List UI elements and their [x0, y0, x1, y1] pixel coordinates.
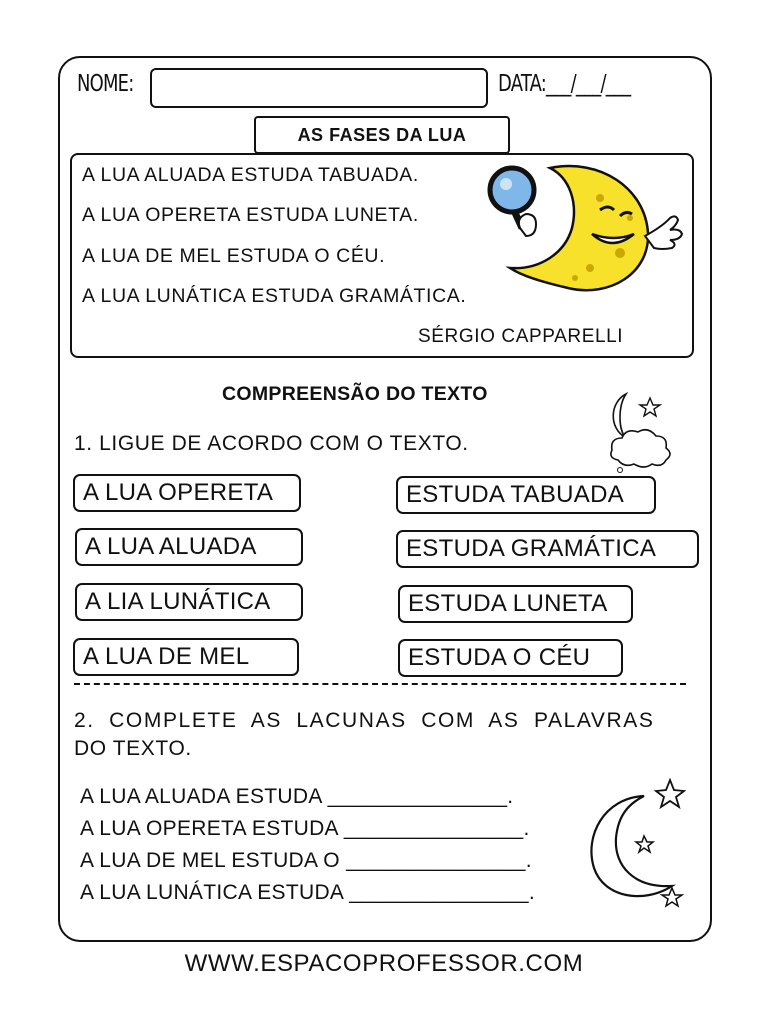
date-label: DATA:___/___/___ — [498, 71, 631, 97]
match-left-option[interactable]: A LIA LUNÁTICA — [75, 583, 303, 621]
poem-line: A LUA OPERETA ESTUDA LUNETA. — [82, 204, 419, 226]
question-2-line-1: 2. COMPLETE AS LACUNAS COM AS PALAVRAS — [74, 709, 655, 732]
section-divider — [74, 683, 686, 685]
name-field[interactable] — [150, 68, 488, 108]
fill-in-line[interactable]: A LUA DE MEL ESTUDA O _______________. — [80, 849, 532, 872]
poem-line: A LUA DE MEL ESTUDA O CÉU. — [82, 245, 386, 267]
fill-in-line[interactable]: A LUA LUNÁTICA ESTUDA _______________. — [80, 881, 536, 904]
crescent-moon-stars-icon — [584, 776, 692, 912]
fill-in-line[interactable]: A LUA OPERETA ESTUDA _______________. — [80, 817, 530, 840]
worksheet-title: AS FASES DA LUA — [254, 116, 510, 154]
poem-line: A LUA LUNÁTICA ESTUDA GRAMÁTICA. — [82, 285, 467, 307]
match-left-option[interactable]: A LUA DE MEL — [73, 638, 299, 676]
match-right-option[interactable]: ESTUDA LUNETA — [398, 585, 633, 623]
match-right-option[interactable]: ESTUDA TABUADA — [396, 476, 656, 514]
match-left-option[interactable]: A LUA OPERETA — [73, 474, 301, 512]
moon-magnifier-illustration — [480, 158, 692, 298]
match-right-option[interactable]: ESTUDA GRAMÁTICA — [396, 530, 699, 568]
poem-author: SÉRGIO CAPPARELLI — [418, 326, 624, 347]
match-left-option[interactable]: A LUA ALUADA — [75, 528, 303, 566]
match-right-option[interactable]: ESTUDA O CÉU — [398, 639, 623, 677]
poem-line: A LUA ALUADA ESTUDA TABUADA. — [82, 164, 419, 186]
footer-website: WWW.ESPACOPROFESSOR.COM — [184, 950, 584, 977]
comprehension-title: COMPREENSÃO DO TEXTO — [222, 383, 488, 405]
question-1: 1. LIGUE DE ACORDO COM O TEXTO. — [74, 432, 469, 455]
question-2-line-2: DO TEXTO. — [74, 737, 192, 760]
name-label: NOME: — [77, 71, 134, 97]
sleeping-moon-cloud-icon — [604, 388, 676, 474]
fill-in-line[interactable]: A LUA ALUADA ESTUDA _______________. — [80, 785, 514, 808]
